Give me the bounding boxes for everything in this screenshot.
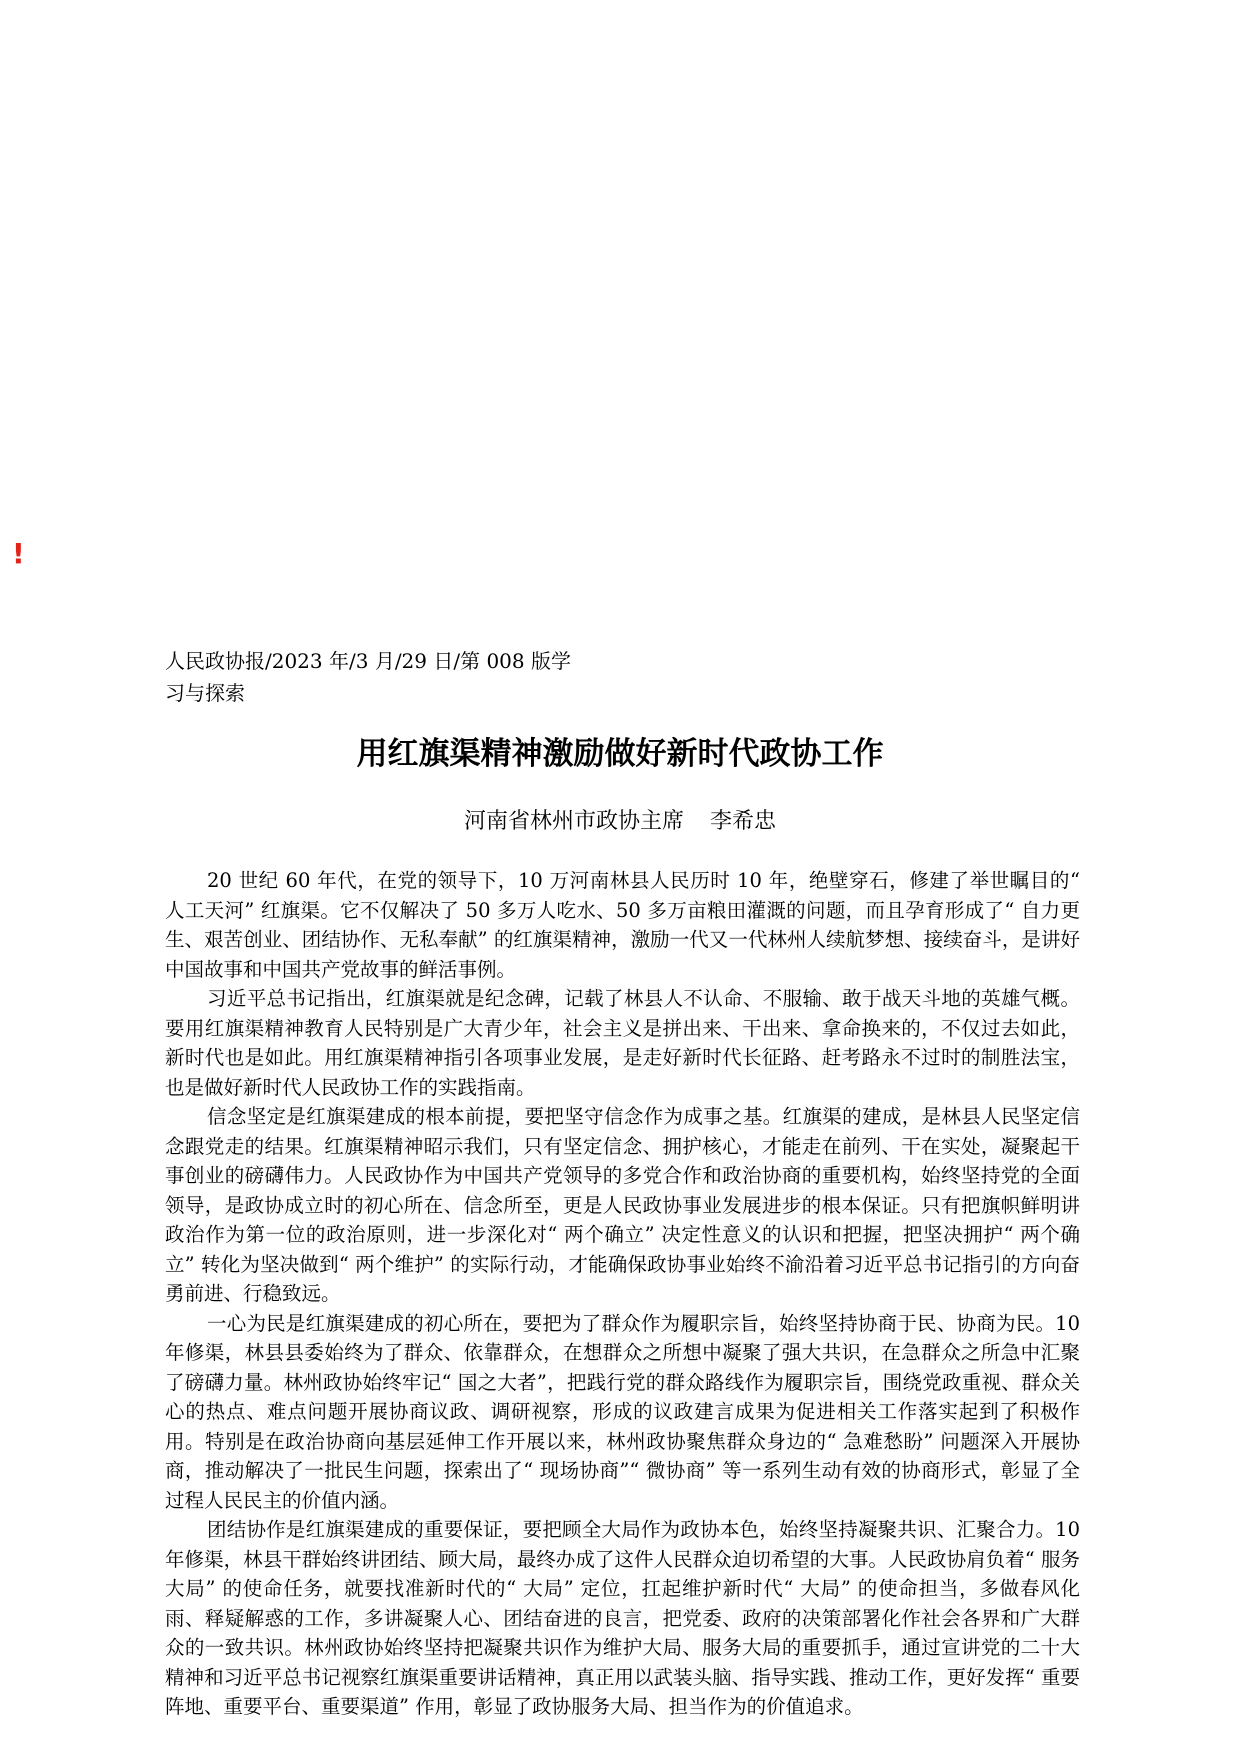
- paragraph-4: 一心为民是红旗渠建成的初心所在，要把为了群众作为履职宗旨，始终坚持协商于民、协商为民。10 年修渠，林县县委始终为了群众、依靠群众，在想群众之所想中凝聚了强大共识，在急群众之所急中汇聚了磅礴力量。林州政协始终牢记“ 国之大者”，把践行党的群众路线作为履职宗旨，围绕党政重视、群众关心的热点、难点问题开展协商议政、调研视察，形成的议政建言成果为促进相关工作落实起到了积极作用。特别是在政治协商向基层延伸工作开展以来，林州政协聚焦群众身边的“ 急难愁盼” 问题深入开展协商，推动解决了一批民生问题，探索出了“ 现场协商”“ 微协商” 等一系列生动有效的协商形式，彰显了全过程人民民主的价值内涵。: [165, 1311, 1080, 1512]
- paragraph-5: 团结协作是红旗渠建成的重要保证，要把顾全大局作为政协本色，始终坚持凝聚共识、汇聚合力。10 年修渠，林县干群始终讲团结、顾大局，最终办成了这件人民群众迫切希望的大事。人民政协肩负着“ 服务大局” 的使命任务，就要找准新时代的“ 大局” 定位，扛起维护新时代“ 大局” 的使命担当，多做春风化雨、释疑解惑的工作，多讲凝聚人心、团结奋进的良言，把党委、政府的决策部署化作社会各界和广大群众的一致共识。林州政协始终坚持把凝聚共识作为维护大局、服务大局的重要抓手，通过宣讲党的二十大精神和习近平总书记视察红旗渠重要讲话精神，真正用以武装头脑、指导实践、推动工作，更好发挥“ 重要阵地、重要平台、重要渠道” 作用，彰显了政协服务大局、担当作为的价值追求。: [165, 1518, 1080, 1718]
- author-line: [0, 806, 1240, 838]
- article-title: 用红旗渠精神激励做好新时代政协工作: [356, 736, 884, 772]
- paragraph-3: 信念坚定是红旗渠建成的根本前提，要把坚守信念作为成事之基。红旗渠的建成，是林县人民坚定信念跟党走的结果。红旗渠精神昭示我们，只有坚定信念、拥护核心，才能走在前列、干在实处，凝聚起干事创业的磅礴伟力。人民政协作为中国共产党领导的多党合作和政治协商的重要机构，始终坚持党的全面领导，是政协成立时的初心所在、信念所至，更是人民政协事业发展进步的根本保证。只有把旗帜鲜明讲政治作为第一位的政治原则，进一步深化对“ 两个确立” 决定性意义的认识和把握，把坚决拥护“ 两个确立” 转化为坚决做到“ 两个维护” 的实际行动，才能确保政协事业始终不渝沿着习近平总书记指引的方向奋勇前进、行稳致远。: [165, 1105, 1080, 1305]
- article-body: [165, 866, 1080, 1722]
- alert-mark: !: [12, 537, 25, 570]
- author-name: 李希忠: [710, 809, 777, 834]
- paragraph-2: 习近平总书记指出，红旗渠就是纪念碑，记载了林县人不认命、不服输、敢于战天斗地的英雄气概。要用红旗渠精神教育人民特别是广大青少年，社会主义是拼出来、干出来、拿命换来的，不仅过去如此，新时代也是如此。用红旗渠精神指引各项事业发展，是走好新时代长征路、赶考路永不过时的制胜法宝，也是做好新时代人民政协工作的实践指南。: [165, 987, 1080, 1099]
- paragraph-1: 20 世纪 60 年代，在党的领导下，10 万河南林县人民历时 10 年，绝壁穿石，修建了举世瞩目的“ 人工天河” 红旗渠。它不仅解决了 50 多万人吃水、50 多万亩粮田灌溉的问题，而且孕育形成了“ 自力更生、艰苦创业、团结协作、无私奉献” 的红旗渠精神，激励一代又一代林州人续航梦想、接续奋斗，是讲好中国故事和中国共产党故事的鲜活事例。: [165, 869, 1080, 981]
- source-line: 人民政协报/2023 年/3 月/29 日/第 008 版学习与探索: [165, 649, 571, 705]
- author-affiliation: 河南省林州市政协主席: [463, 809, 684, 834]
